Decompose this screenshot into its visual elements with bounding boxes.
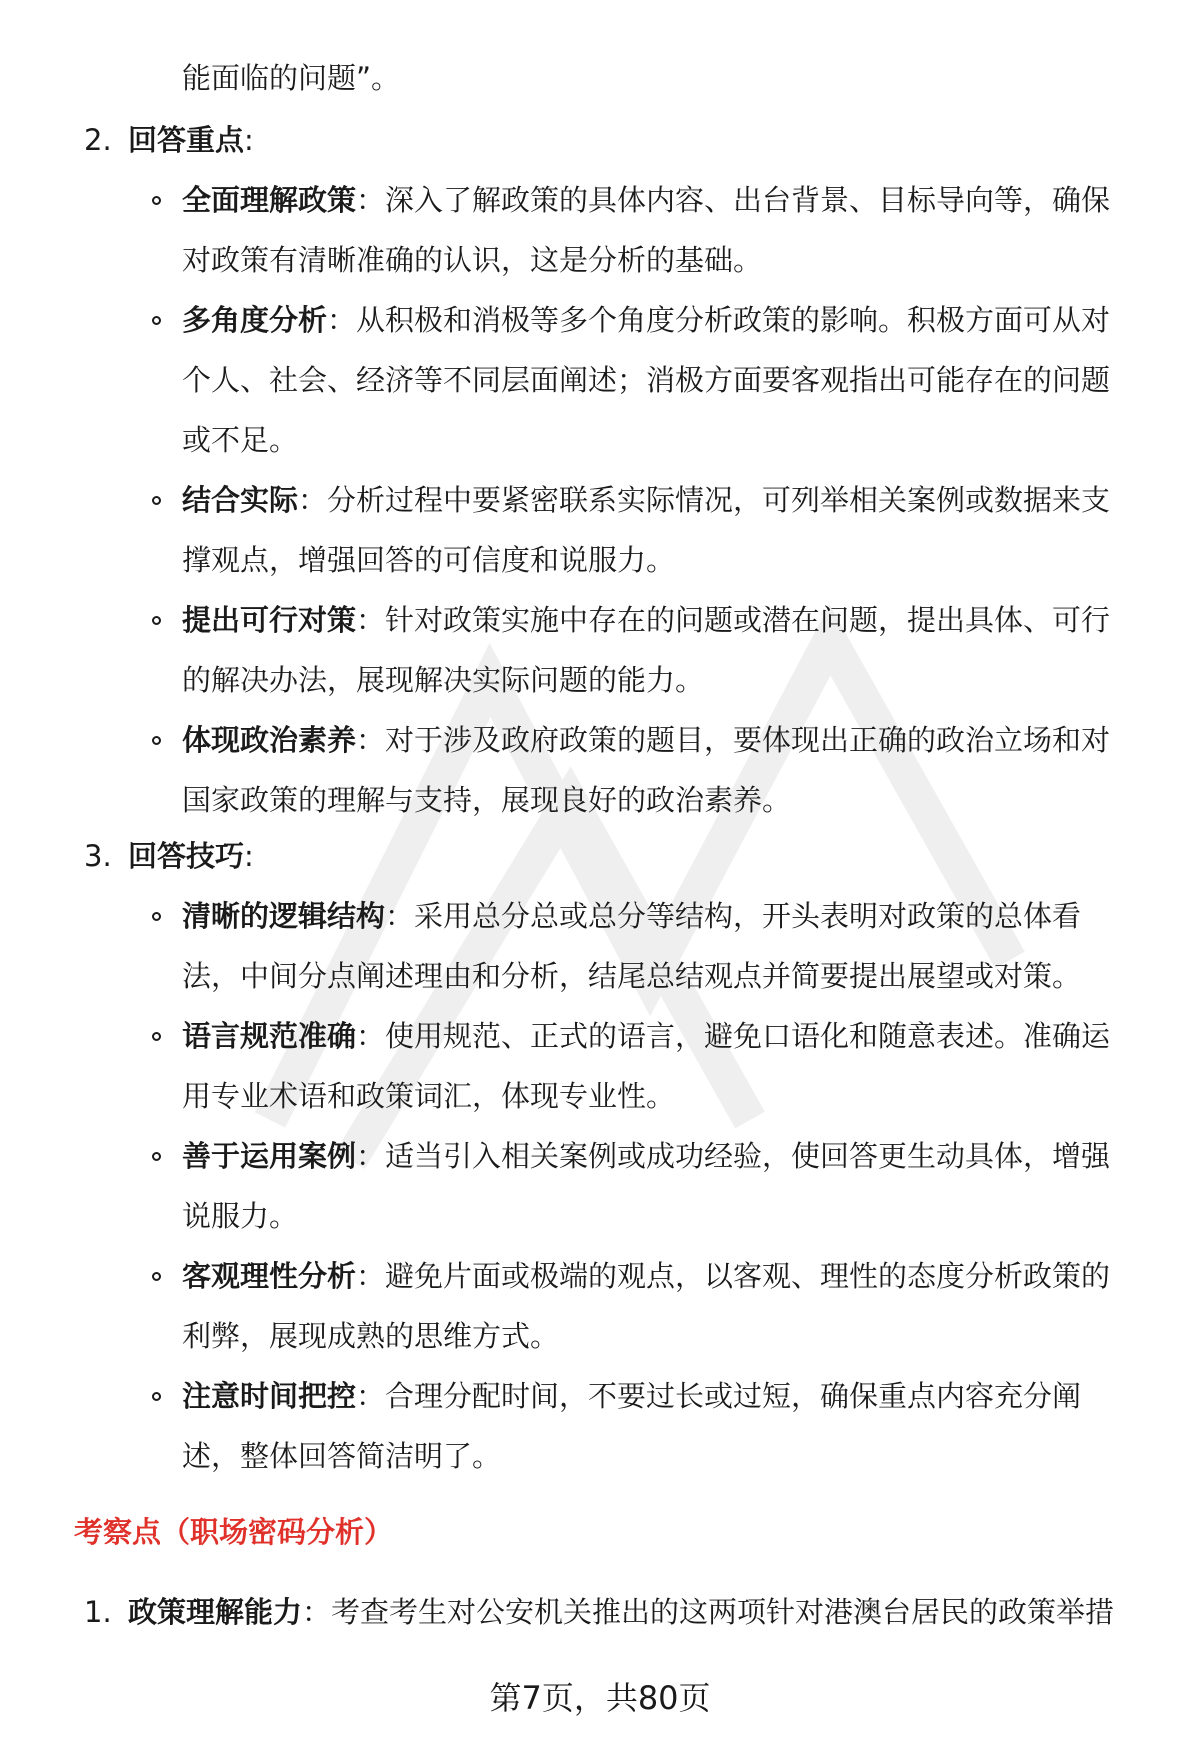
list-item-cont: 或不足。: [182, 423, 299, 457]
list-item-cont: 对政策有清晰准确的认识，这是分析的基础。: [182, 243, 763, 277]
list-item-cont: 利弊，展现成熟的思维方式。: [182, 1319, 560, 1353]
intro-tail: 能面临的问题”。: [182, 61, 401, 95]
list-number-3: 3.: [84, 839, 112, 873]
bullet-icon: [152, 496, 161, 505]
page-footer: 第7页，共80页: [489, 1679, 711, 1717]
list-item: 注意时间把控：合理分配时间，不要过长或过短，确保重点内容充分阐: [182, 1379, 1082, 1413]
list-item-cont: 撑观点，增强回答的可信度和说服力。: [182, 543, 676, 577]
bullet-icon: [152, 196, 161, 205]
list-item-cont: 的解决办法，展现解决实际问题的能力。: [182, 663, 705, 697]
list-item: 多角度分析：从积极和消极等多个角度分析政策的影响。积极方面可从对: [182, 303, 1111, 337]
bullet-icon: [152, 616, 161, 625]
list-item: 客观理性分析：避免片面或极端的观点，以客观、理性的态度分析政策的: [182, 1259, 1111, 1293]
list-item-cont: 用专业术语和政策词汇，体现专业性。: [182, 1079, 676, 1113]
bullet-icon: [152, 736, 161, 745]
list-item: 清晰的逻辑结构：采用总分总或总分等结构，开头表明对政策的总体看: [182, 899, 1082, 933]
bullet-icon: [152, 1152, 161, 1161]
list-item: 全面理解政策：深入了解政策的具体内容、出台背景、目标导向等，确保: [182, 183, 1111, 217]
list-item-cont: 个人、社会、经济等不同层面阐述；消极方面要客观指出可能存在的问题: [182, 363, 1111, 397]
bullet-icon: [152, 1032, 161, 1041]
list-item: 善于运用案例：适当引入相关案例或成功经验，使回答更生动具体，增强: [182, 1139, 1111, 1173]
bullet-icon: [152, 316, 161, 325]
list-title-2: 回答重点:: [128, 123, 254, 157]
list-number-2: 2.: [84, 123, 112, 157]
list-item-cont: 法，中间分点阐述理由和分析，结尾总结观点并简要提出展望或对策。: [182, 959, 1082, 993]
list-item: 语言规范准确：使用规范、正式的语言，避免口语化和随意表述。准确运: [182, 1019, 1111, 1053]
bullet-icon: [152, 912, 161, 921]
list-item: 体现政治素养：对于涉及政府政策的题目，要体现出正确的政治立场和对: [182, 723, 1111, 757]
list-item-cont: 国家政策的理解与支持，展现良好的政治素养。: [182, 783, 792, 817]
list-title-3: 回答技巧:: [128, 839, 254, 873]
bullet-icon: [152, 1392, 161, 1401]
list-item-cont: 述，整体回答简洁明了。: [182, 1439, 502, 1473]
list-item-cont: 说服力。: [182, 1199, 299, 1233]
bullet-icon: [152, 1272, 161, 1281]
list-number-1: 1.: [84, 1595, 112, 1629]
list-item: 结合实际：分析过程中要紧密联系实际情况，可列举相关案例或数据来支: [182, 483, 1111, 517]
section-heading: 考察点（职场密码分析）: [74, 1515, 394, 1549]
list-item: 提出可行对策：针对政策实施中存在的问题或潜在问题，提出具体、可行: [182, 603, 1111, 637]
list-item: 政策理解能力：考查考生对公安机关推出的这两项针对港澳台居民的政策举措: [128, 1595, 1115, 1629]
